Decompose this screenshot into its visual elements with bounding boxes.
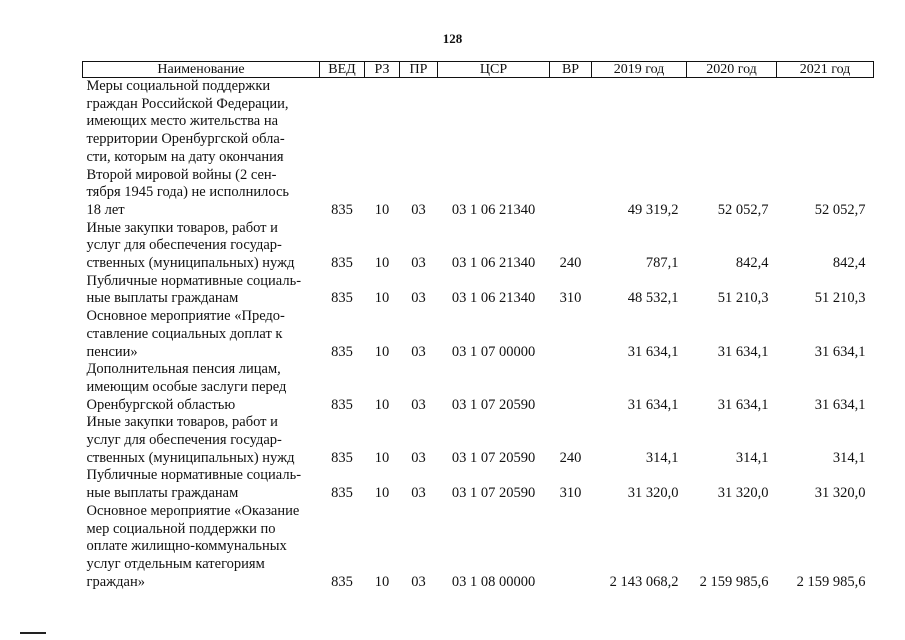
table-row: [83, 273, 874, 308]
row-pr: 03: [411, 573, 426, 590]
row-name: [83, 467, 320, 502]
row-ved: 835: [331, 449, 353, 466]
table-row: [83, 78, 874, 220]
row-name-line: услуг для обеспечения государ-: [86, 237, 282, 254]
row-value-2019: 49 319,2: [627, 201, 679, 218]
row-csr: 03 1 06 21340: [451, 290, 536, 307]
row-value-2019: 31 320,0: [627, 485, 679, 502]
row-value-2020: 2 159 985,6: [699, 573, 769, 590]
row-name-line: Дополнительная пенсия лицам,: [86, 361, 281, 378]
row-name-line: граждан Российской Федерации,: [86, 95, 289, 112]
table-row: [83, 414, 874, 467]
row-value-2020: 31 634,1: [717, 396, 769, 413]
row-name: [83, 361, 320, 414]
row-name-line: ставление социальных доплат к: [86, 325, 283, 342]
row-ved: 835: [331, 290, 353, 307]
row-value-2020: 51 210,3: [717, 290, 769, 307]
row-name-line: Иные закупки товаров, работ и: [86, 414, 278, 431]
row-value-2021: 31 634,1: [814, 343, 866, 360]
row-rz: 10: [374, 573, 390, 590]
row-value-2021: 314,1: [832, 449, 866, 466]
row-vr: 310: [559, 290, 582, 307]
row-vr: [550, 503, 592, 592]
row-name-line: мер социальной поддержки по: [86, 520, 276, 537]
row-pr: 03: [411, 396, 426, 413]
page-edge-mark: [20, 632, 46, 634]
row-rz: 10: [374, 485, 390, 502]
row-value-2021: 52 052,7: [814, 201, 866, 218]
row-value-2019: 787,1: [645, 255, 679, 272]
row-value-2021: 2 159 985,6: [796, 573, 866, 590]
row-value-2021: 31 320,0: [814, 485, 866, 502]
row-vr: 310: [559, 485, 582, 502]
table-row: [83, 308, 874, 361]
row-value-2019: 31 634,1: [627, 343, 679, 360]
table-row: [83, 220, 874, 273]
row-rz: 10: [374, 290, 390, 307]
row-name: [83, 503, 320, 592]
row-vr: 240: [559, 449, 582, 466]
row-name-line: пенсии»: [86, 343, 138, 360]
row-name-line: тября 1945 года) не исполнилось: [86, 184, 290, 201]
row-name-line: Основное мероприятие «Предо-: [86, 308, 285, 325]
row-ved: 835: [331, 485, 353, 502]
row-csr: 03 1 08 00000: [451, 573, 536, 590]
row-value-2021: 51 210,3: [814, 290, 866, 307]
row-name: [83, 308, 320, 361]
row-csr: 03 1 07 20590: [451, 449, 536, 466]
row-value-2019: 31 634,1: [627, 396, 679, 413]
row-name: [83, 78, 320, 220]
row-pr: 03: [411, 449, 426, 466]
header-2019: 2019 год: [592, 62, 687, 78]
row-csr: 03 1 07 00000: [451, 343, 536, 360]
header-vr: ВР: [550, 62, 592, 78]
row-ved: 835: [331, 343, 353, 360]
row-name-line: Второй мировой войны (2 сен-: [86, 166, 277, 183]
row-name-line: имеющих место жительства на: [86, 113, 279, 130]
row-name-line: территории Оренбургской обла-: [86, 131, 285, 148]
row-csr: 03 1 07 20590: [451, 396, 536, 413]
row-vr: 240: [559, 255, 582, 272]
table-header-row: [83, 62, 874, 78]
row-vr: [550, 78, 592, 220]
row-name-line: услуг отдельным категориям: [86, 555, 265, 572]
row-value-2021: 842,4: [832, 255, 866, 272]
row-value-2021: 31 634,1: [814, 396, 866, 413]
row-vr: [550, 308, 592, 361]
row-rz: 10: [374, 396, 390, 413]
row-name-line: ственных (муниципальных) нужд: [86, 255, 295, 272]
header-2020: 2020 год: [687, 62, 777, 78]
header-csr: ЦСР: [438, 62, 550, 78]
row-value-2020: 31 634,1: [717, 343, 769, 360]
row-name-line: услуг для обеспечения государ-: [86, 432, 282, 449]
row-name-line: Оренбургской областью: [86, 396, 236, 413]
row-name-line: 18 лет: [86, 201, 125, 218]
row-rz: 10: [374, 201, 390, 218]
header-name: Наименование: [83, 62, 320, 78]
row-name-line: ные выплаты гражданам: [86, 485, 239, 502]
row-csr: 03 1 06 21340: [451, 201, 536, 218]
row-value-2020: 842,4: [735, 255, 769, 272]
row-pr: 03: [411, 255, 426, 272]
row-pr: 03: [411, 201, 426, 218]
row-name-line: ные выплаты гражданам: [86, 290, 239, 307]
table-body: [83, 78, 874, 592]
row-value-2019: 2 143 068,2: [609, 573, 679, 590]
row-value-2020: 31 320,0: [717, 485, 769, 502]
row-value-2020: 314,1: [735, 449, 769, 466]
row-rz: 10: [374, 343, 390, 360]
row-value-2020: 52 052,7: [717, 201, 769, 218]
header-rz: РЗ: [365, 62, 400, 78]
row-name: [83, 220, 320, 273]
row-ved: 835: [331, 255, 353, 272]
row-csr: 03 1 06 21340: [451, 255, 536, 272]
row-name-line: Меры социальной поддержки: [86, 78, 271, 94]
row-ved: 835: [331, 201, 353, 218]
row-name-line: имеющим особые заслуги перед: [86, 378, 287, 395]
table-row: [83, 361, 874, 414]
row-name-line: Основное мероприятие «Оказание: [86, 502, 300, 519]
row-name-line: сти, которым на дату окончания: [86, 148, 284, 165]
row-value-2019: 314,1: [645, 449, 679, 466]
row-name-line: ственных (муниципальных) нужд: [86, 449, 295, 466]
table-row: [83, 467, 874, 502]
table-row: [83, 503, 874, 592]
row-pr: 03: [411, 343, 426, 360]
row-name-line: Публичные нормативные социаль-: [86, 272, 302, 289]
row-vr: [550, 361, 592, 414]
page-number: 128: [442, 31, 463, 46]
row-name-line: Иные закупки товаров, работ и: [86, 219, 278, 236]
budget-table: [82, 61, 874, 591]
row-name-line: граждан»: [86, 573, 145, 590]
header-pr: ПР: [400, 62, 438, 78]
row-name-line: Публичные нормативные социаль-: [86, 467, 302, 484]
row-name: [83, 273, 320, 308]
header-ved: ВЕД: [320, 62, 365, 78]
header-2021: 2021 год: [777, 62, 874, 78]
row-name: [83, 414, 320, 467]
row-csr: 03 1 07 20590: [451, 485, 536, 502]
row-pr: 03: [411, 290, 426, 307]
row-ved: 835: [331, 396, 353, 413]
row-value-2019: 48 532,1: [627, 290, 679, 307]
row-ved: 835: [331, 573, 353, 590]
row-name-line: оплате жилищно-коммунальных: [86, 538, 287, 555]
row-rz: 10: [374, 255, 390, 272]
row-pr: 03: [411, 485, 426, 502]
row-rz: 10: [374, 449, 390, 466]
